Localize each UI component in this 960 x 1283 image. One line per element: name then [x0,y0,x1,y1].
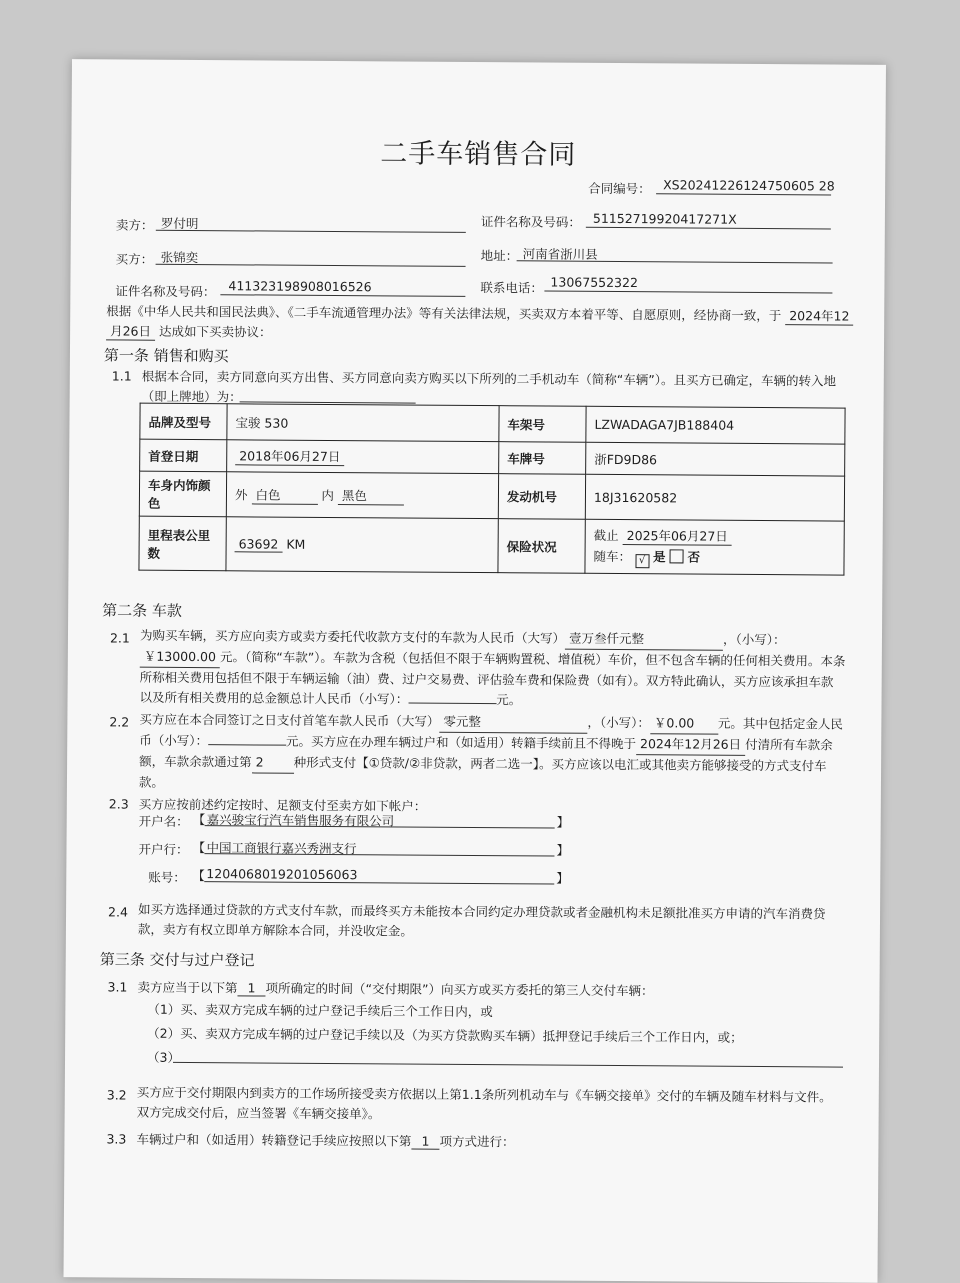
plate-label: 车牌号 [499,442,586,475]
clause-1-1-num: 1.1 [111,368,132,384]
buyer-id: 411323198908016526 [228,278,372,295]
clause-3-1-option3: （3） [146,1049,181,1065]
mileage-value: 63692 [235,536,283,552]
vin-label: 车架号 [499,406,586,443]
reg-cell [227,440,499,474]
seller-name: 罗付明 [160,215,199,232]
article-3-title: 第三条 交付与过户登记 [99,950,255,970]
acct-no-label: 账号： [148,869,186,885]
address: 河南省浙川县 [522,246,598,262]
acct-no-bracket-r: 】 [556,870,569,886]
address-label: 地址： [480,248,519,264]
clause-2-4-num: 2.4 [108,904,128,920]
buyer-id-label: 证件名称及号码： [115,283,216,300]
vehicle-table [138,403,845,576]
clause-3-2: 买方应于交付期限内到卖方的工作场所接受卖方依据以上第1.1条所列机动车与《车辆交接单》交付的车辆及随车材料与文件。双方完成交付后，应当签署《车辆交接单》。 [136,1084,832,1122]
clause-3-1-option1: （1）买、卖双方完成车辆的过户登记手续后三个工作日内，或 [147,1001,493,1020]
acct-bank-bracket-r: 】 [556,842,570,858]
article-2-title: 第二条 车款 [102,601,183,620]
clause-3-3-num: 3.3 [106,1131,127,1147]
acct-name-bracket-l: 【 [192,812,206,828]
phone: 13067552322 [550,274,639,291]
clause-2-1: 为购买车辆，买方应向卖方或卖方委托代收款方支付的车款为人民币（大写） 壹万叁仟元整 ，（小写）： ￥13000.00 元。（简称“车款”）。车款为含税（包括但不限于车辆购置税、增值税）车价，但不包含车辆的任何相关费用。本条所称相关费用包括但不限于车辆运输（油）费、过户交易费、评估验车费和保险费（如有）。双方特此确认，买方应该承担车款以及所有相关费用的总金额总计人民币（小写）： 元。 [139,627,846,708]
seller-label: 卖方： [115,217,154,233]
intro-line2: 月26日 达成如下买卖协议： [106,321,272,341]
ins-label: 保险状况 [498,519,585,574]
buyer-name: 张锦奕 [160,249,199,266]
clause-2-3-text: 买方应按前述约定按时、足额支付至卖方如下帐户： [138,796,427,814]
seller-id-label: 证件名称及号码： [480,214,581,230]
yes-checkbox[interactable]: √ [635,554,649,568]
vin-value: LZWADAGA7JB188404 [586,406,845,444]
mileage-label: 里程表公里数 [139,516,226,571]
seller-id: 51152719920417271X [592,210,737,227]
clause-3-2-num: 3.2 [106,1087,127,1103]
clause-3-1-text: 卖方应当于以下第 1 项所确定的时间（“交付期限”）向买方或买方委托的第三人交付车辆： [137,979,654,999]
acct-bank-bracket-l: 【 [192,840,206,856]
acct-bank-label: 开户行： [138,841,189,857]
clause-1-1-text: 根据本合同，卖方同意向买方出售、买方同意向卖方购买以下所列的二手机动车（简称“车辆”）。且买方已确定，车辆的转入地 [141,368,837,389]
clause-2-2-num: 2.2 [109,714,130,730]
clause-3-1-num: 3.1 [107,979,128,995]
color-cell: 外 白色 内 黑色 [226,472,498,519]
clause-2-3-num: 2.3 [108,796,129,812]
clause-3-3-text: 车辆过户和（如适用）转籍登记手续应按照以下第 1 项方式进行： [136,1131,515,1150]
contract-page [64,59,886,1283]
acct-no: 1204068019201056063 [206,866,358,883]
mileage-cell: 63692 KM [226,517,498,573]
acct-bank: 中国工商银行嘉兴秀洲支行 [206,840,357,857]
acct-name: 嘉兴骏宝行汽车销售服务有限公司 [206,812,395,829]
intro-line1: 根据《中华人民共和国民法典》、《二手车流通管理办法》等有关法律法规，买卖双方本着平等、自愿原则，经协商一致，于 2024年12 [106,301,853,325]
engine-label: 发动机号 [498,474,585,520]
ins-until: 2025年06月27日 [623,526,732,546]
int-color: 黑色 [338,486,404,505]
contract-no-label: 合同编号： [588,180,651,197]
ins-cell: 截止 2025年06月27日 随车： √ 是 否 [585,519,844,575]
brand-value: 宝骏 530 [227,404,499,442]
clause-2-4: 如买方选择通过贷款的方式支付车款，而最终买方未能按本合同约定办理贷款或者金融机构未足额批准买方申请的汽车消费贷款，卖方有权立即单方解除本合同，并没收定金。 [137,901,826,939]
no-checkbox[interactable] [669,549,683,563]
brand-label: 品牌及型号 [140,403,227,440]
clause-2-2: 买方应在本合同签订之日支付首笔车款人民币（大写） 零元整 ，（小写）： ￥0.00 元。其中包括定金人民币（小写）： 元。买方应在办理车辆过户和（如适用）转籍手续前且不得晚于 2024年12月26日 付清所有车款余额，车款余款通过第 2 种形式支付【①贷款/②非贷款，两者二选一】。买方应该以电汇或其他卖方能够接受的方式支付车款。 [138,711,843,790]
contract-no: XS20241226124750605 28 [663,177,835,194]
acct-no-bracket-l: 【 [192,868,205,884]
acct-name-bracket-r: 】 [556,814,570,830]
phone-label: 联系电话： [480,280,543,296]
ext-color: 白色 [251,485,317,504]
plate-value: 浙FD9D86 [586,442,845,476]
reg-label: 首登日期 [140,439,227,472]
article-1-title: 第一条 销售和购买 [103,346,229,366]
clause-1-1-text2: （即上牌地）为： [141,388,242,405]
color-label: 车身内饰颜色 [139,471,226,517]
clause-2-1-num: 2.1 [109,630,130,646]
contract-title: 二手车销售合同 [380,138,577,171]
buyer-label: 买方： [115,251,154,267]
engine-value: 18J31620582 [585,474,844,521]
reg-value: 2018年06月27日 [235,446,344,466]
clause-3-1-option2: （2）买、卖双方完成车辆的过户登记手续以及（为买方贷款购买车辆）抵押登记手续后三个工作日内，或； [147,1025,743,1045]
acct-name-label: 开户名： [138,813,189,829]
